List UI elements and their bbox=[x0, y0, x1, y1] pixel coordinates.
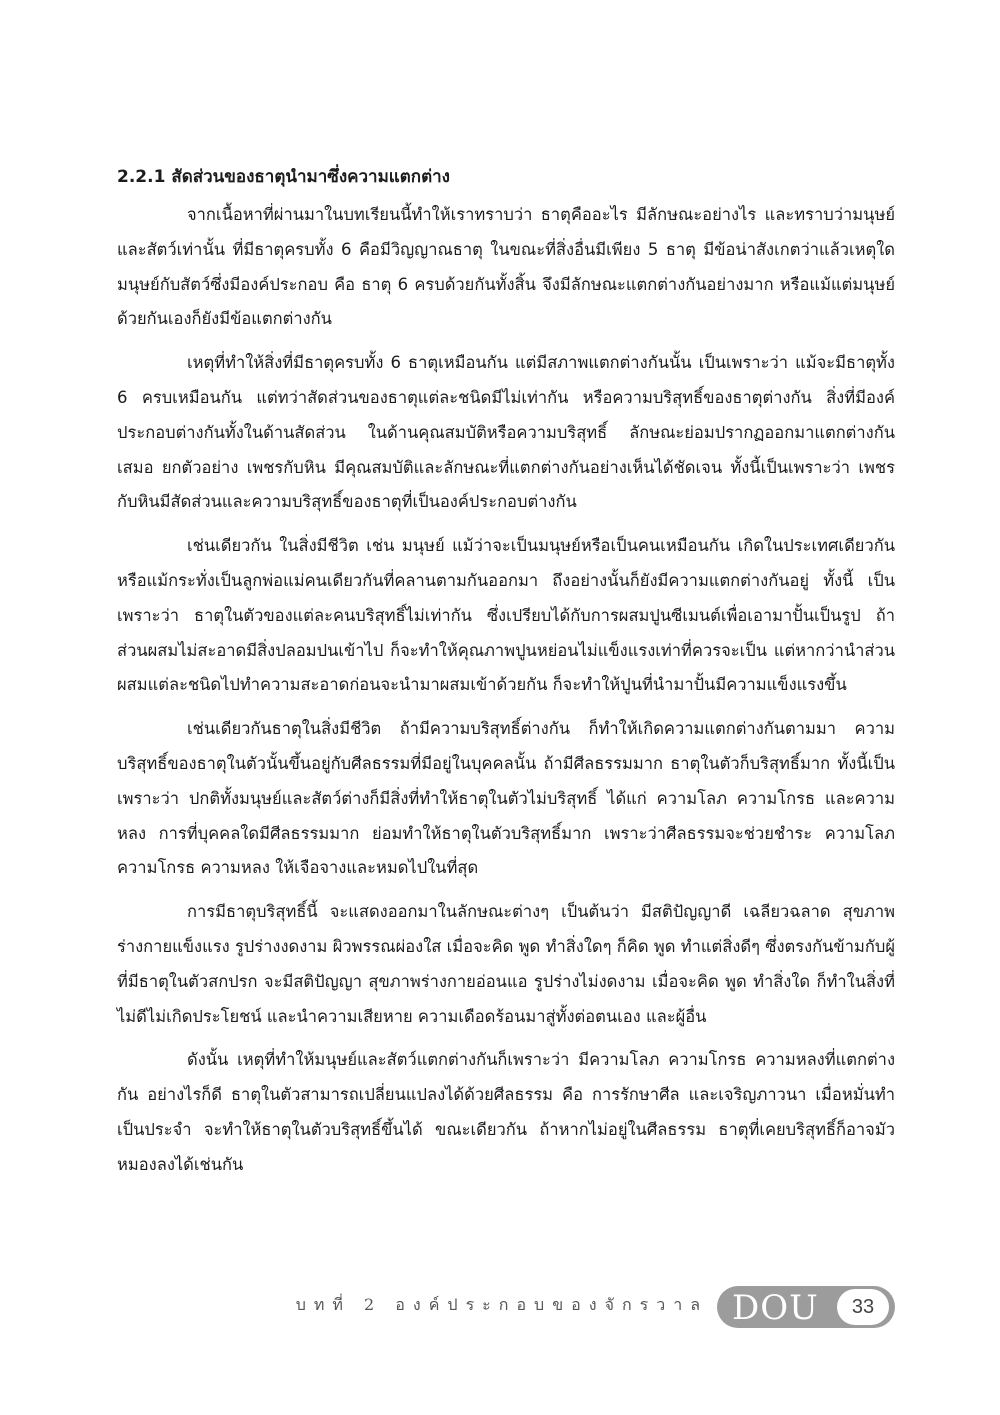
dou-logo-label: DOU bbox=[732, 1288, 819, 1328]
paragraph-4: เช่นเดียวกันธาตุในสิ่งมีชีวิต ถ้ามีความบริสุทธิ์ต่างกัน ก็ทำให้เกิดความแตกต่างกันตามมา ความบริสุทธิ์ของธาตุในตัวนั้นขึ้นอยู่กับศีลธรรมที่มีอยู่ในบุคคลนั้น ถ้ามีศีลธรรมมาก ธาตุในตัวก็บริสุทธิ์มาก ทั้งนี้เป็นเพราะว่า ปกติทั้งมนุษย์และสัตว์ต่างก็มีสิ่งที่ทำให้ธาตุในตัวไม่บริสุทธิ์ ได้แก่ ความโลภ ความโกรธ และความหลง การที่บุคคลใดมีศีลธรรมมาก ย่อมทำให้ธาตุในตัวบริสุทธิ์มาก เพราะว่าศีลธรรมจะช่วยชำระ ความโลภ ความโกรธ ความหลง ให้เจือจางและหมดไปในที่สุด bbox=[117, 719, 895, 878]
section-heading: 2.2.1 สัดส่วนของธาตุนำมาซึ่งความแตกต่าง bbox=[117, 167, 450, 187]
main-content bbox=[117, 160, 895, 1192]
page-footer bbox=[0, 1283, 1000, 1333]
dou-badge bbox=[717, 1286, 895, 1328]
chapter-title: บทที่ 2 องค์ประกอบของจักรวาล bbox=[295, 1295, 708, 1314]
paragraph-3: เช่นเดียวกัน ในสิ่งมีชีวิต เช่น มนุษย์ แม้ว่าจะเป็นมนุษย์หรือเป็นคนเหมือนกัน เกิดในประเทศเดียวกัน หรือแม้กระทั่งเป็นลูกพ่อแม่คนเดียวกันที่คลานตามกันออกมา ถึงอย่างนั้นก็ยังมีความแตกต่างกันอยู่ ทั้งนี้ เป็นเพราะว่า ธาตุในตัวของแต่ละคนบริสุทธิ์ไม่เท่ากัน ซึ่งเปรียบได้กับการผสมปูนซีเมนต์เพื่อเอามาปั้นเป็นรูป ถ้าส่วนผสมไม่สะอาดมีสิ่งปลอมปนเข้าไป ก็จะทำให้คุณภาพปูนหย่อนไม่แข็งแรงเท่าที่ควรจะเป็น แต่หากว่านำส่วนผสมแต่ละชนิดไปทำความสะอาดก่อนจะนำมาผสมเข้าด้วยกัน ก็จะทำให้ปูนที่นำมาปั้นมีความแข็งแรงขึ้น bbox=[117, 536, 895, 695]
page-number: 33 bbox=[837, 1289, 889, 1325]
paragraph-6: ดังนั้น เหตุที่ทำให้มนุษย์และสัตว์แตกต่างกันก็เพราะว่า มีความโลภ ความโกรธ ความหลงที่แตกต่างกัน อย่างไรก็ดี ธาตุในตัวสามารถเปลี่ยนแปลงได้ด้วยศีลธรรม คือ การรักษาศีล และเจริญภาวนา เมื่อหมั่นทำเป็นประจำ จะทำให้ธาตุในตัวบริสุทธิ์ขึ้นได้ ขณะเดียวกัน ถ้าหากไม่อยู่ในศีลธรรม ธาตุที่เคยบริสุทธิ์ก็อาจมัวหมองลงได้เช่นกัน bbox=[117, 1050, 895, 1174]
paragraph-2: เหตุที่ทำให้สิ่งที่มีธาตุครบทั้ง 6 ธาตุเหมือนกัน แต่มีสภาพแตกต่างกันนั้น เป็นเพราะว่า แม้จะมีธาตุทั้ง 6 ครบเหมือนกัน แต่ทว่าสัดส่วนของธาตุแต่ละชนิดมีไม่เท่ากัน หรือความบริสุทธิ์ของธาตุต่างกัน สิ่งที่มีองค์ประกอบต่างกันทั้งในด้านสัดส่วน ในด้านคุณสมบัติหรือความบริสุทธิ์ ลักษณะย่อมปรากฏออกมาแตกต่างกันเสมอ ยกตัวอย่าง เพชรกับหิน มีคุณสมบัติและลักษณะที่แตกต่างกันอย่างเห็นได้ชัดเจน ทั้งนี้เป็นเพราะว่า เพชรกับหินมีสัดส่วนและความบริสุทธิ์ของธาตุที่เป็นองค์ประกอบต่างกัน bbox=[117, 353, 895, 512]
paragraph-5: การมีธาตุบริสุทธิ์นี้ จะแสดงออกมาในลักษณะต่างๆ เป็นต้นว่า มีสติปัญญาดี เฉลียวฉลาด สุขภาพร่างกายแข็งแรง รูปร่างงดงาม ผิวพรรณผ่องใส เมื่อจะคิด พูด ทำสิ่งใดๆ ก็คิด พูด ทำแต่สิ่งดีๆ ซึ่งตรงกันข้ามกับผู้ที่มีธาตุในตัวสกปรก จะมีสติปัญญา สุขภาพร่างกายอ่อนแอ รูปร่างไม่งดงาม เมื่อจะคิด พูด ทำสิ่งใด ก็ทำในสิ่งที่ไม่ดีไม่เกิดประโยชน์ และนำความเสียหาย ความเดือดร้อนมาสู่ทั้งต่อตนเอง และผู้อื่น bbox=[117, 902, 895, 1026]
paragraph-1: จากเนื้อหาที่ผ่านมาในบทเรียนนี้ทำให้เราทราบว่า ธาตุคืออะไร มีลักษณะอย่างไร และทราบว่ามนุษย์และสัตว์เท่านั้น ที่มีธาตุครบทั้ง 6 คือมีวิญญาณธาตุ ในขณะที่สิ่งอื่นมีเพียง 5 ธาตุ มีข้อน่าสังเกตว่าแล้วเหตุใดมนุษย์กับสัตว์ซึ่งมีองค์ประกอบ คือ ธาตุ 6 ครบด้วยกันทั้งสิ้น จึงมีลักษณะแตกต่างกันอย่างมาก หรือแม้แต่มนุษย์ด้วยกันเองก็ยังมีข้อแตกต่างกัน bbox=[117, 205, 895, 329]
